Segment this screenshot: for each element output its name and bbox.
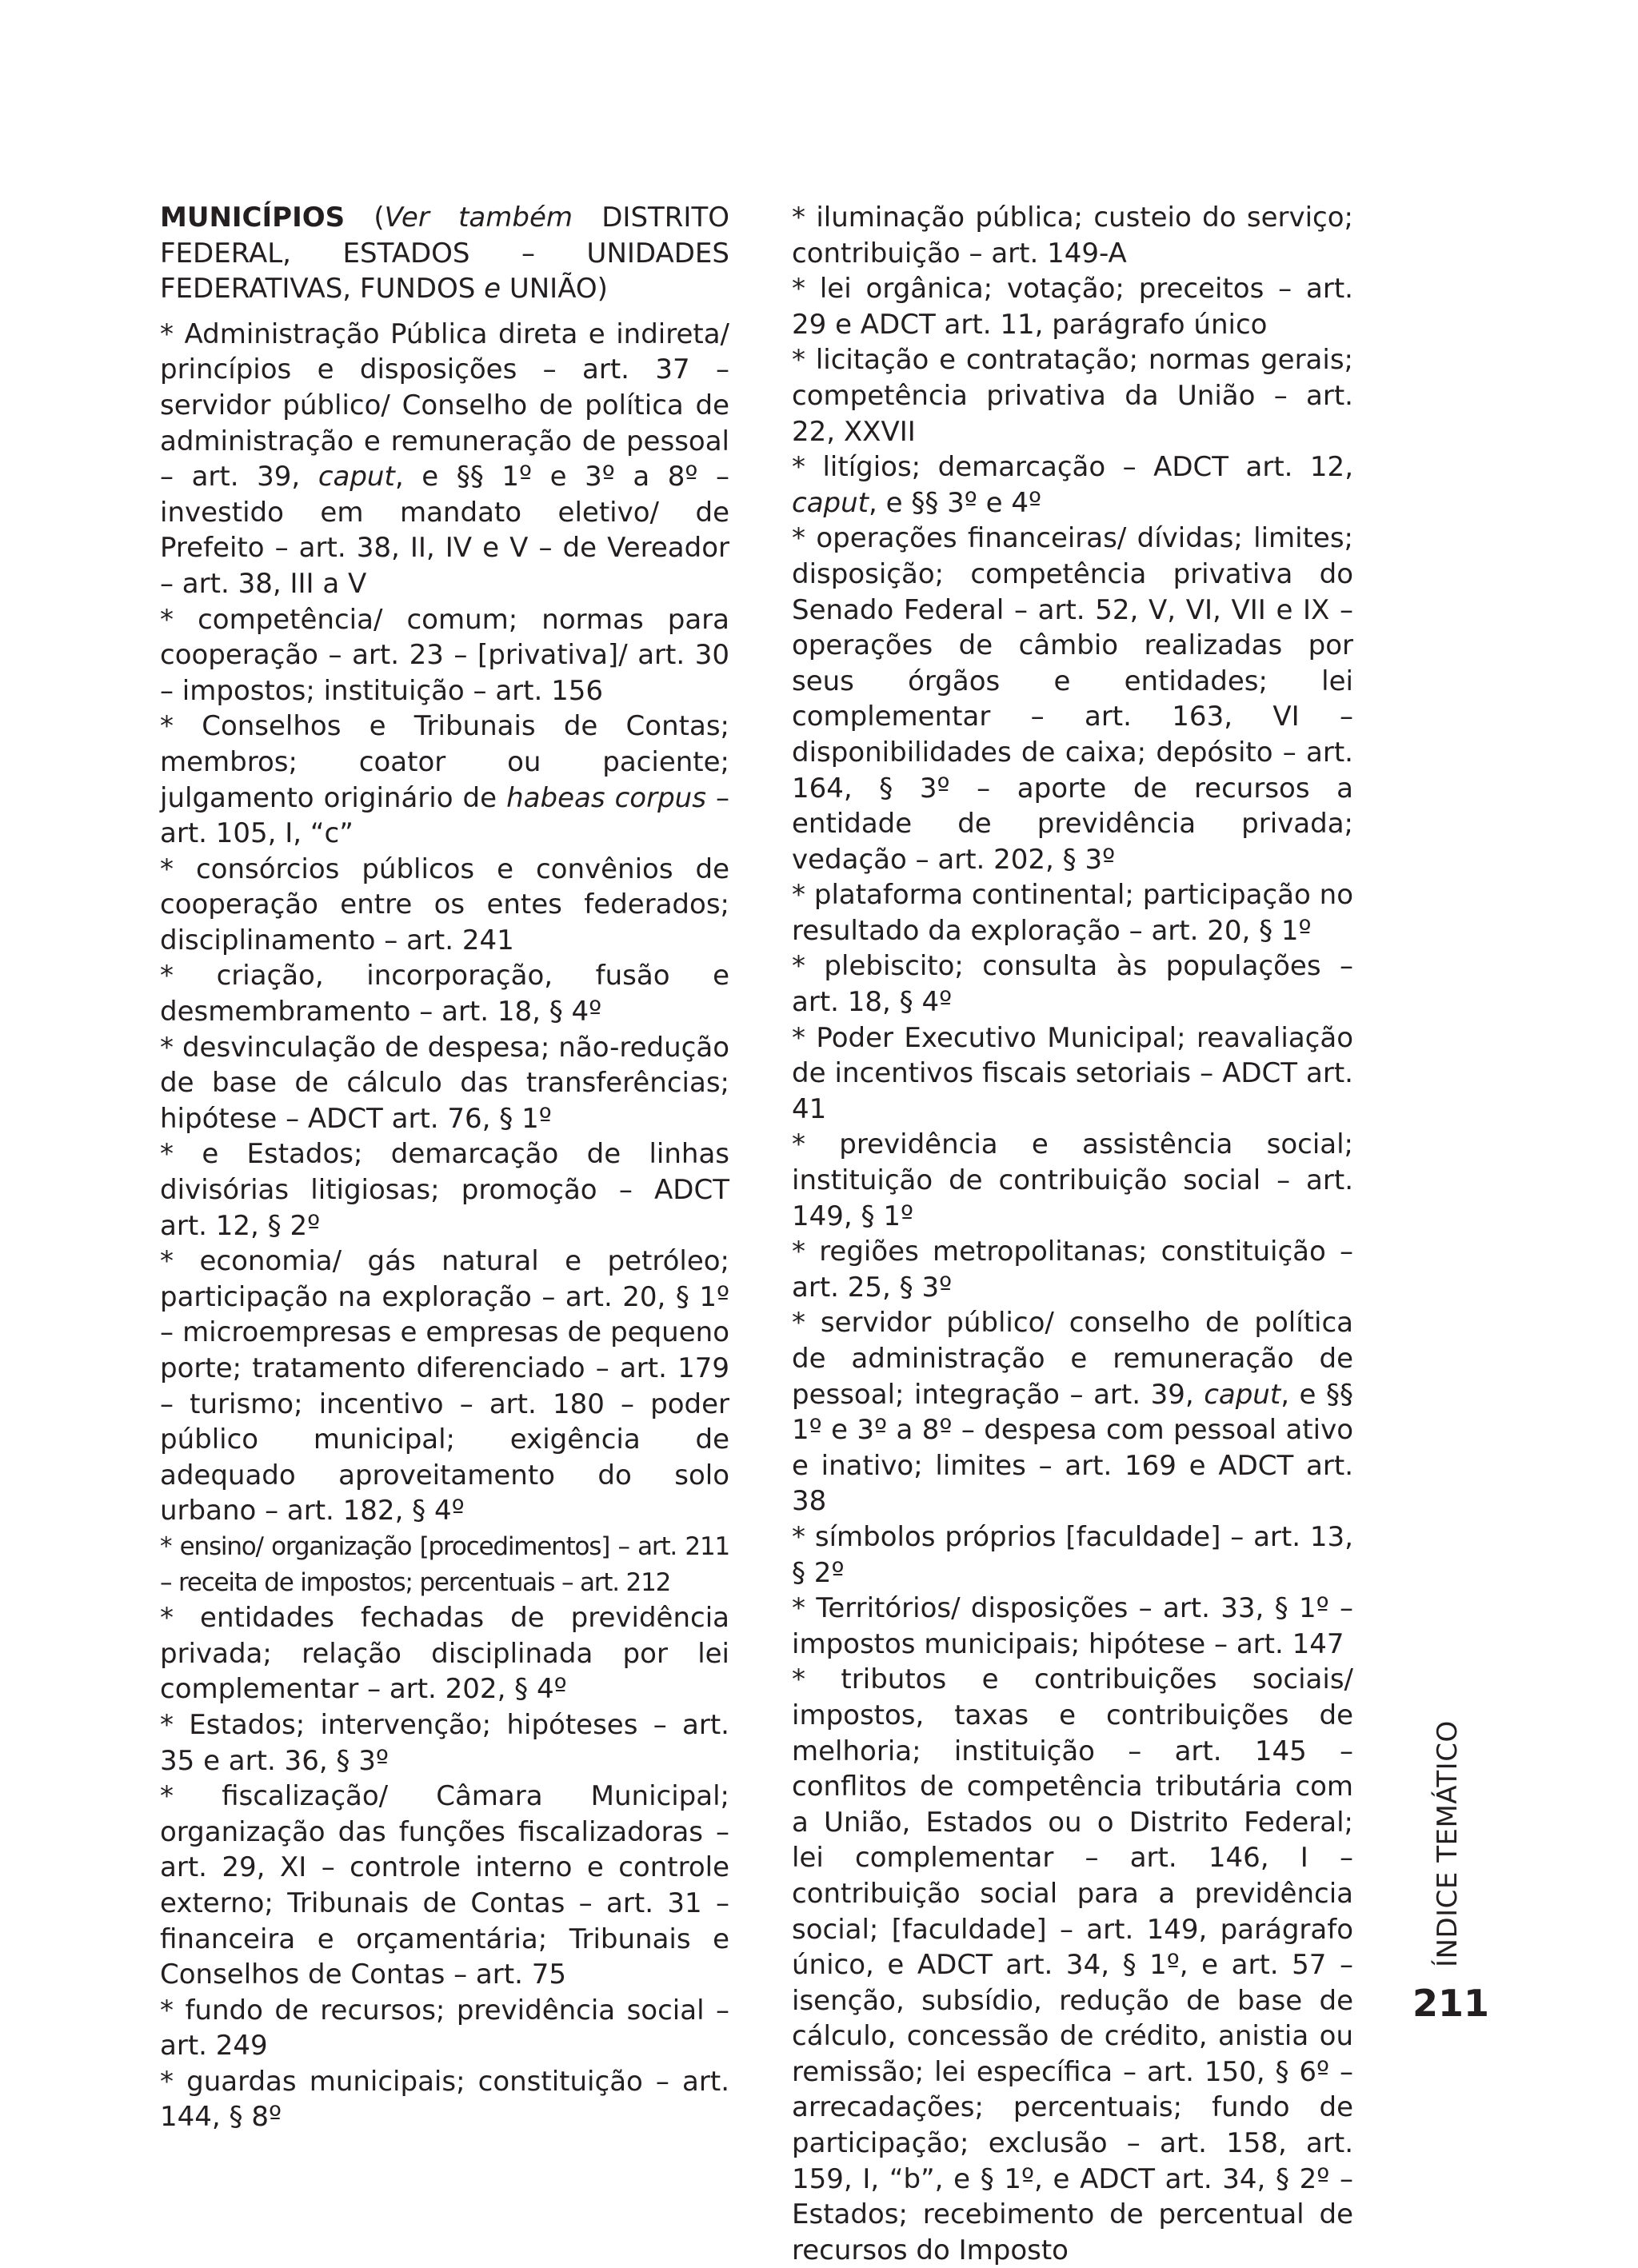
index-entry — [160, 709, 729, 851]
index-entry: * operações financeiras/ dívidas; limites; disposição; competência privativa do Senado Federal – art. 52, V, VI, VII e IX – operações de câmbio realizadas por seus órgãos e entidades; lei complementar – art. 163, VI – disponibilidades de caixa; depósito – art. 164, § 3º – aporte de recursos a entidade de previdência privada; vedação – art. 202, § 3º — [792, 522, 1353, 876]
index-entry: * símbolos próprios [faculdade] – art. 13, § 2º — [792, 1520, 1353, 1589]
index-entry: * e Estados; demarcação de linhas divisórias litigiosas; promoção – ADCT art. 12, § 2º — [160, 1138, 729, 1242]
index-entry: * criação, incorporação, fusão e desmembramento – art. 18, § 4º — [160, 960, 729, 1028]
index-entry: * previdência e assistência social; instituição de contribuição social – art. 149, § 1º — [792, 1128, 1353, 1232]
index-entry: * ensino/ organização [procedimentos] – art. 211 – receita de impostos; percentuais – art. 212 — [160, 1531, 729, 1597]
entry-italic: caput — [792, 486, 869, 519]
see-also-refs: DISTRITO FEDERAL, ESTADOS – UNIDADES FEDERATIVAS, FUNDOS — [160, 202, 729, 305]
side-label-text: ÍNDICE TEMÁTICO — [1432, 1720, 1464, 1967]
index-entry: * lei orgânica; votação; preceitos – art. 29 e ADCT art. 11, parágrafo único — [792, 273, 1353, 341]
see-also-conj: e — [484, 273, 501, 305]
index-entry: * iluminação pública; custeio do serviço; contribuição – art. 149-A — [792, 202, 1353, 270]
index-entry: * tributos e contribuições sociais/ impostos, taxas e contribuições de melhoria; instituição – art. 145 – conflitos de competência tributária com a União, Estados ou o Distrito Federal; lei complementar – art. 146, I – contribuição social para a previdência social; [faculdade] – art. 149, parágrafo único, e ADCT art. 34, § 1º, e art. 57 – isenção, subsídio, redução de base de cálculo, concessão de crédito, anistia ou remissão; lei específica – art. 150, § 6º – arrecadações; percentuais; fundo de participação; exclusão – art. 158, art. 159, I, “b”, e § 1º, e ADCT art. 34, § 2º – Estados; recebimento de percentual de recursos do Imposto — [792, 1663, 1353, 2266]
entry-italic: caput — [318, 461, 395, 493]
entry-italic: caput — [1204, 1378, 1281, 1411]
index-entry: * regiões metropolitanas; constituição – art. 25, § 3º — [792, 1236, 1353, 1304]
right-column — [792, 200, 1353, 2268]
see-also-label: Ver também — [384, 202, 573, 234]
index-entry: * Estados; intervenção; hipóteses – art. 35 e art. 36, § 3º — [160, 1708, 729, 1777]
entry-text: * servidor público/ conselho de política de administração e remuneração de pessoal; integração – art. 39, — [792, 1307, 1353, 1411]
index-entry — [160, 317, 729, 602]
page-number: 211 — [1412, 1982, 1490, 2025]
entry-italic: habeas corpus — [506, 781, 706, 814]
index-entry: * Territórios/ disposições – art. 33, § 1º – impostos municipais; hipótese – art. 147 — [792, 1592, 1353, 1660]
heading-title: MUNICÍPIOS — [160, 202, 346, 234]
index-entry: * consórcios públicos e convênios de cooperação entre os entes federados; disciplinamento – art. 241 — [160, 852, 729, 956]
index-heading — [160, 200, 729, 307]
index-entry: * economia/ gás natural e petróleo; participação na exploração – art. 20, § 1º – microempresas e empresas de pequeno porte; tratamento diferenciado – art. 179 – turismo; incentivo – art. 180 – poder público municipal; exigência de adequado aproveitamento do solo urbano – art. 182, § 4º — [160, 1245, 729, 1527]
entry-text: * Conselhos e Tribunais de Contas; membros; coator ou paciente; julgamento originário de — [160, 710, 729, 814]
index-entry — [792, 1305, 1353, 1519]
entry-text: , e §§ 1º e 3º a 8º – despesa com pessoal ativo e inativo; limites – art. 169 e ADCT art. 38 — [792, 1378, 1354, 1518]
entry-text: – art. 105, I, “c” — [160, 781, 729, 850]
index-entry: * entidades fechadas de previdência privada; relação disciplinada por lei complementar – art. 202, § 4º — [160, 1602, 729, 1706]
index-entry: * guardas municipais; constituição – art. 144, § 8º — [160, 2065, 729, 2134]
see-also-last: UNIÃO) — [501, 273, 608, 305]
index-entry: * desvinculação de despesa; não-redução de base de cálculo das transferências; hipótese – ADCT art. 76, § 1º — [160, 1031, 729, 1135]
index-entry: * licitação e contratação; normas gerais; competência privativa da União – art. 22, XXVII — [792, 344, 1353, 448]
index-entry: * plataforma continental; participação no resultado da exploração – art. 20, § 1º — [792, 879, 1353, 947]
entry-text: * Administração Pública direta e indireta/ princípios e disposições – art. 37 – servidor público/ Conselho de política de administração e remuneração de pessoal – art. 39, — [160, 317, 729, 493]
entry-text: , e §§ 1º e 3º a 8º – investido em mandato eletivo/ de Prefeito – art. 38, II, IV e V – de Vereador – art. 38, III a V — [160, 461, 729, 600]
index-entry: * Poder Executivo Municipal; reavaliação de incentivos fiscais setoriais – ADCT art. 41 — [792, 1021, 1353, 1125]
index-entry — [792, 449, 1353, 521]
entry-text: * litígios; demarcação – ADCT art. 12, — [792, 451, 1353, 484]
index-entry: * plebiscito; consulta às populações – art. 18, § 4º — [792, 950, 1353, 1019]
heading-paren: ( — [345, 202, 385, 234]
left-column — [160, 200, 729, 2135]
entry-text: , e §§ 3º e 4º — [869, 486, 1041, 519]
index-entry: * competência/ comum; normas para cooperação – art. 23 – [privativa]/ art. 30 – impostos; instituição – art. 156 — [160, 603, 729, 707]
index-entry: * fundo de recursos; previdência social – art. 249 — [160, 1994, 729, 2062]
index-entry: * fiscalização/ Câmara Municipal; organização das funções fiscalizadoras – art. 29, XI – controle interno e controle externo; Tribunais de Contas – art. 31 – financeira e orçamentária; Tribunais e Conselhos de Contas – art. 75 — [160, 1780, 729, 1991]
